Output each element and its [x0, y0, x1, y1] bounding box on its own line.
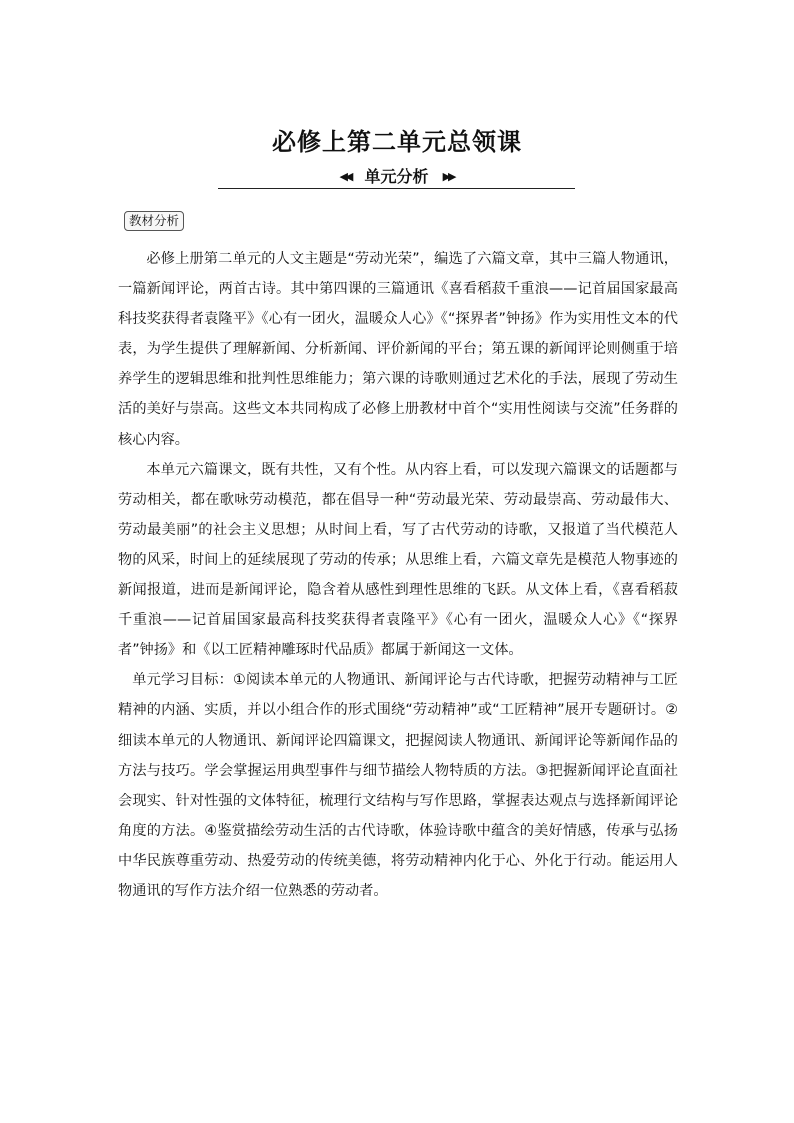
- double-left-arrow-icon: ◀◀: [339, 170, 351, 183]
- double-right-arrow-icon: ▶▶: [442, 170, 454, 183]
- paragraph-learning-goals: 单元学习目标：①阅读本单元的人物通讯、新闻评论与古代诗歌，把握劳动精神与工匠精神的内涵、实质，并以小组合作的形式围绕“劳动精神”或“工匠精神”展开专题研讨。②细读本单元的人物通讯、新闻评论四篇课文，把握阅读人物通讯、新闻评论等新闻作品的方法与技巧。学会掌握运用典型事件与细节描绘人物特质的方法。③把握新闻评论直面社会现实、针对性强的文体特征，梳理行文结构与写作思路，掌握表达观点与选择新闻评论角度的方法。④鉴赏描绘劳动生活的古代诗歌，体验诗歌中蕴含的美好情感，传承与弘扬中华民族尊重劳动、热爱劳动的传统美德，将劳动精神内化于心、外化于行动。能运用人物通讯的写作方法介绍一位熟悉的劳动者。: [118, 672, 678, 899]
- document-title: 必修上第二单元总领课: [272, 128, 522, 156]
- section-tag: 教材分析: [124, 211, 184, 231]
- body-text: [118, 244, 678, 906]
- paragraph-unit-overview: 本单元六篇课文，既有共性，又有个性。从内容上看，可以发现六篇课文的话题都与劳动相关，都在歌咏劳动模范，都在倡导一种“劳动最光荣、劳动最崇高、劳动最伟大、劳动最美丽”的社会主义思想；从时间上看，写了古代劳动的诗歌，又报道了当代模范人物的风采，时间上的延续展现了劳动的传承；从思维上看，六篇文章先是模范人物事迹的新闻报道，进而是新闻评论，隐含着从感性到理性思维的飞跃。从文体上看，《喜看稻菽千重浪——记首届国家最高科技奖获得者袁隆平》《心有一团火，温暖众人心》《“探界者”钟扬》和《以工匠精神雕琢时代品质》都属于新闻这一文体。: [118, 461, 678, 659]
- section-header-label: 单元分析: [364, 167, 429, 186]
- section-header: [218, 164, 575, 189]
- paragraph-textbook-analysis: 必修上册第二单元的人文主题是“劳动光荣”，编选了六篇文章，其中三篇人物通讯，一篇新闻评论，两首古诗。其中第四课的三篇通讯《喜看稻菽千重浪——记首届国家最高科技奖获得者袁隆平》《心有一团火，温暖众人心》《“探界者”钟扬》作为实用性文本的代表，为学生提供了理解新闻、分析新闻、评价新闻的平台；第五课的新闻评论则侧重于培养学生的逻辑思维和批判性思维能力；第六课的诗歌则通过艺术化的手法，展现了劳动生活的美好与崇高。这些文本共同构成了必修上册教材中首个“实用性阅读与交流”任务群的核心内容。: [118, 251, 678, 448]
